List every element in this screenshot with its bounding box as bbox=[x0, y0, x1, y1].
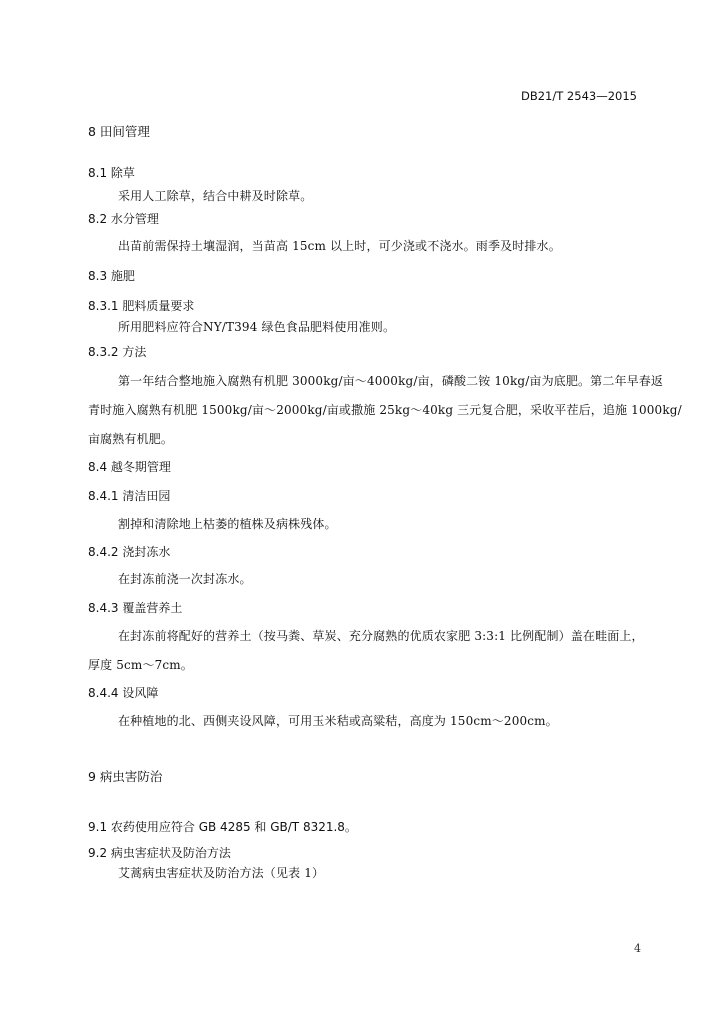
section-8-1-heading: 8.1 除草 bbox=[88, 166, 135, 180]
section-8-4-1-heading: 8.4.1 清洁田园 bbox=[88, 489, 171, 503]
section-9-2-heading: 9.2 病虫害症状及防治方法 bbox=[88, 846, 231, 860]
section-8-4-2-heading: 8.4.2 浇封冻水 bbox=[88, 545, 171, 559]
section-8-2-text: 出苗前需保持土壤湿润，当苗高 15cm 以上时，可少浇或不浇水。雨季及时排水。 bbox=[118, 239, 561, 253]
page-number: 4 bbox=[634, 942, 641, 955]
section-8-1-text: 采用人工除草，结合中耕及时除草。 bbox=[118, 189, 313, 203]
section-8-4-4-heading: 8.4.4 设风障 bbox=[88, 686, 159, 700]
section-8-3-2-line-3: 亩腐熟有机肥。 bbox=[88, 432, 174, 446]
section-8-2-heading: 8.2 水分管理 bbox=[88, 212, 159, 226]
section-8-3-2-line-1: 第一年结合整地施入腐熟有机肥 3000kg/亩～4000kg/亩，磷酸二铵 10kg/亩为底肥。第二年早春返 bbox=[118, 374, 664, 388]
section-8-title: 8 田间管理 bbox=[88, 124, 150, 139]
section-8-3-heading: 8.3 施肥 bbox=[88, 269, 135, 283]
document-id: DB21/T 2543—2015 bbox=[521, 89, 637, 103]
section-8-3-1-text: 所用肥料应符合NY/T394 绿色食品肥料使用准则。 bbox=[118, 320, 396, 334]
section-8-3-1-heading: 8.3.1 肥料质量要求 bbox=[88, 299, 195, 313]
section-8-4-4-text: 在种植地的北、西侧夹设风障，可用玉米秸或高粱秸，高度为 150cm～200cm。 bbox=[118, 714, 558, 728]
section-8-4-2-text: 在封冻前浇一次封冻水。 bbox=[118, 572, 252, 586]
section-8-4-3-heading: 8.4.3 覆盖营养土 bbox=[88, 601, 183, 615]
section-8-3-2-line-2: 青时施入腐熟有机肥 1500kg/亩～2000kg/亩或撒施 25kg～40kg 三元复合肥，采收平茬后，追施 1000kg/ bbox=[88, 403, 682, 417]
section-9-2-text: 艾蒿病虫害症状及防治方法（见表 1） bbox=[118, 866, 325, 880]
section-8-4-heading: 8.4 越冬期管理 bbox=[88, 460, 171, 474]
section-8-4-1-text: 割掉和清除地上枯萎的植株及病株残体。 bbox=[118, 517, 337, 531]
section-9-title: 9 病虫害防治 bbox=[88, 769, 163, 784]
section-9-1-heading: 9.1 农药使用应符合 GB 4285 和 GB/T 8321.8。 bbox=[88, 820, 357, 834]
section-8-4-3-line-1: 在封冻前将配好的营养土（按马粪、草炭、充分腐熟的优质农家肥 3:3:1 比例配制）盖在畦面上， bbox=[118, 629, 644, 643]
section-8-3-2-heading: 8.3.2 方法 bbox=[88, 345, 147, 359]
section-8-4-3-line-2: 厚度 5cm～7cm。 bbox=[88, 658, 193, 672]
